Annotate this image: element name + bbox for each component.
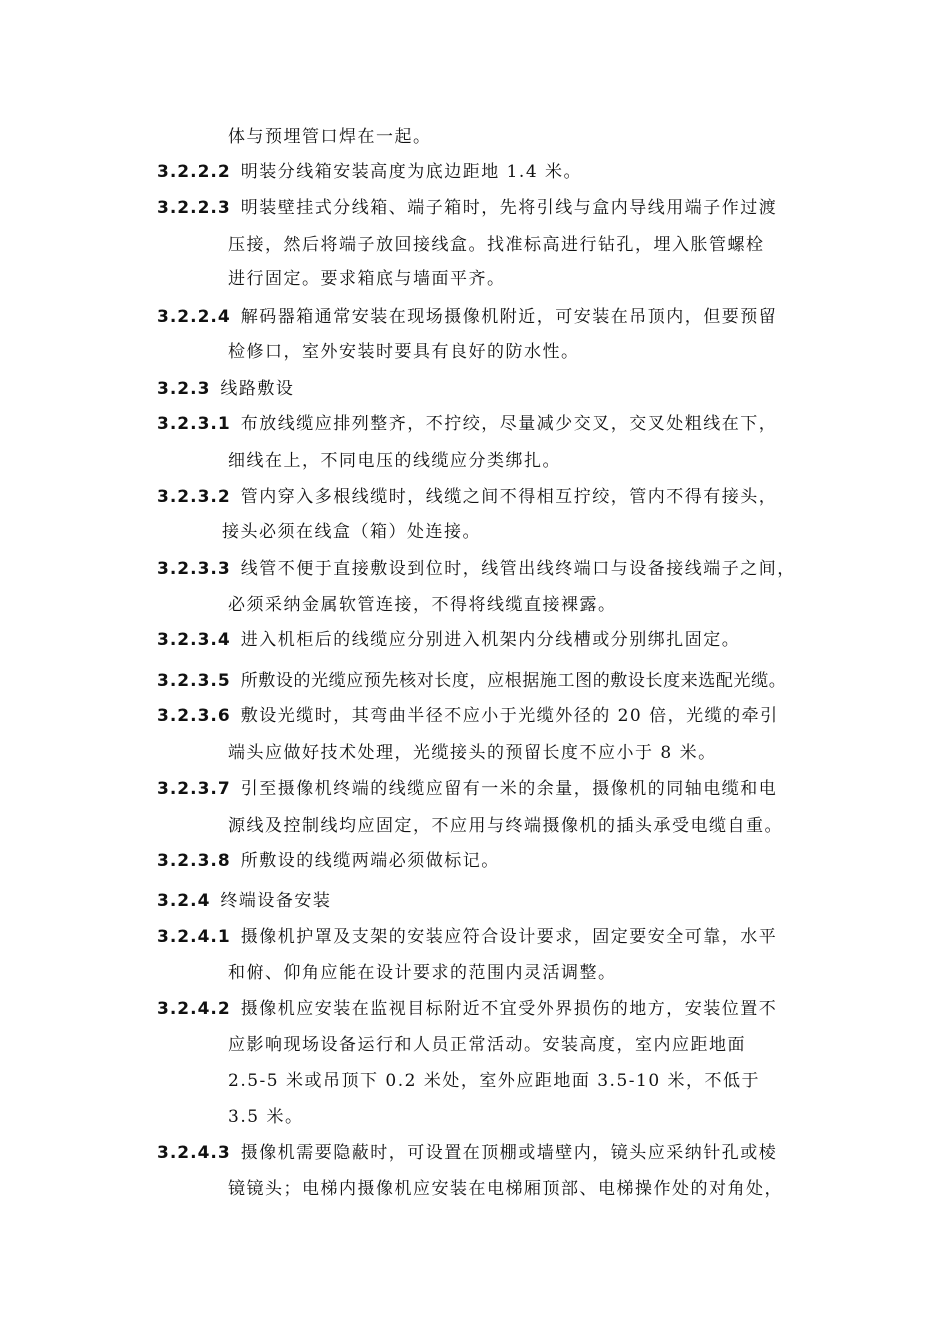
clause-text: 摄像机应安装在监视目标附近不宜受外界损伤的地方，安装位置不 — [240, 999, 778, 1019]
body-line: 压接，然后将端子放回接线盒。找准标高进行钻孔，埋入胀管螺栓 — [228, 235, 765, 255]
clause-number: 3.2.3.1 — [157, 414, 231, 434]
clause-text: 线管不便于直接敷设到位时，线管出线终端口与设备接线端子之间， — [240, 559, 796, 579]
clause-text: 摄像机护罩及支架的安装应符合设计要求，固定要安全可靠，水平 — [240, 927, 778, 947]
clause-line — [157, 486, 777, 508]
clause-text: 布放线缆应排列整齐，不拧绞，尽量减少交叉，交叉处粗线在下， — [240, 414, 778, 434]
clause-text: 所敷设的光缆应预先核对长度，应根据施工图的敷设长度来选配光缆。 — [240, 671, 787, 691]
section-number: 3.2.3 — [157, 379, 211, 399]
clause-line — [157, 197, 777, 219]
body-line: 镜镜头；电梯内摄像机应安装在电梯厢顶部、电梯操作处的对角处， — [228, 1179, 783, 1199]
section-heading — [157, 890, 331, 912]
body-line: 2.5-5 米或吊顶下 0.2 米处，室外应距地面 3.5-10 米，不低于 — [228, 1071, 761, 1091]
clause-line — [157, 778, 777, 800]
clause-number: 3.2.4.1 — [157, 927, 231, 947]
clause-line — [157, 926, 777, 948]
clause-text: 摄像机需要隐蔽时，可设置在顶棚或墙壁内，镜头应采纳针孔或棱 — [240, 1143, 778, 1163]
clause-text: 进入机柜后的线缆应分别进入机架内分线槽或分别绑扎固定。 — [240, 630, 741, 650]
body-line: 必须采纳金属软管连接，不得将线缆直接裸露。 — [228, 595, 617, 615]
clause-number: 3.2.4.2 — [157, 999, 231, 1019]
clause-line — [157, 705, 779, 727]
clause-line — [157, 629, 740, 651]
clause-number: 3.2.3.3 — [157, 559, 231, 579]
body-line: 接头必须在线盒（箱）处连接。 — [222, 522, 481, 542]
clause-text: 明装壁挂式分线箱、端子箱时，先将引线与盒内导线用端子作过渡 — [240, 198, 778, 218]
clause-number: 3.2.2.4 — [157, 307, 231, 327]
clause-text: 明装分线箱安装高度为底边距地 1.4 米。 — [240, 162, 583, 182]
clause-line — [157, 306, 777, 328]
clause-number: 3.2.3.2 — [157, 487, 231, 507]
clause-line — [157, 558, 796, 580]
clause-number: 3.2.3.8 — [157, 851, 231, 871]
clause-text: 解码器箱通常安装在现场摄像机附近，可安装在吊顶内，但要预留 — [240, 307, 778, 327]
body-line: 检修口，室外安装时要具有良好的防水性。 — [228, 342, 580, 362]
clause-line — [157, 413, 777, 435]
clause-line — [157, 670, 786, 692]
body-line: 端头应做好技术处理，光缆接头的预留长度不应小于 8 米。 — [228, 743, 717, 763]
clause-text: 管内穿入多根线缆时，线缆之间不得相互拧绞，管内不得有接头， — [240, 487, 778, 507]
clause-line — [157, 1142, 777, 1164]
clause-number: 3.2.3.5 — [157, 671, 231, 691]
body-line: 细线在上，不同电压的线缆应分类绑扎。 — [228, 451, 561, 471]
clause-text: 所敷设的线缆两端必须做标记。 — [240, 851, 500, 871]
clause-line — [157, 850, 500, 872]
section-heading — [157, 378, 294, 400]
clause-number: 3.2.2.3 — [157, 198, 231, 218]
body-line: 3.5 米。 — [228, 1107, 304, 1127]
clause-number: 3.2.2.2 — [157, 162, 231, 182]
section-title: 终端设备安装 — [220, 891, 332, 911]
clause-number: 3.2.4.3 — [157, 1143, 231, 1163]
clause-number: 3.2.3.7 — [157, 779, 231, 799]
body-line: 应影响现场设备运行和人员正常活动。安装高度，室内应距地面 — [228, 1035, 746, 1055]
body-line: 源线及控制线均应固定，不应用与终端摄像机的插头承受电缆自重。 — [228, 816, 783, 836]
section-title: 线路敷设 — [220, 379, 295, 399]
body-line: 进行固定。要求箱底与墙面平齐。 — [228, 269, 506, 289]
section-number: 3.2.4 — [157, 891, 211, 911]
body-line: 体与预埋管口焊在一起。 — [228, 127, 432, 147]
clause-text: 引至摄像机终端的线缆应留有一米的余量，摄像机的同轴电缆和电 — [240, 779, 778, 799]
clause-line — [157, 998, 777, 1020]
clause-line — [157, 161, 582, 183]
clause-number: 3.2.3.6 — [157, 706, 231, 726]
clause-text: 敷设光缆时，其弯曲半径不应小于光缆外径的 20 倍，光缆的牵引 — [240, 706, 779, 726]
body-line: 和俯、仰角应能在设计要求的范围内灵活调整。 — [228, 963, 617, 983]
clause-number: 3.2.3.4 — [157, 630, 231, 650]
